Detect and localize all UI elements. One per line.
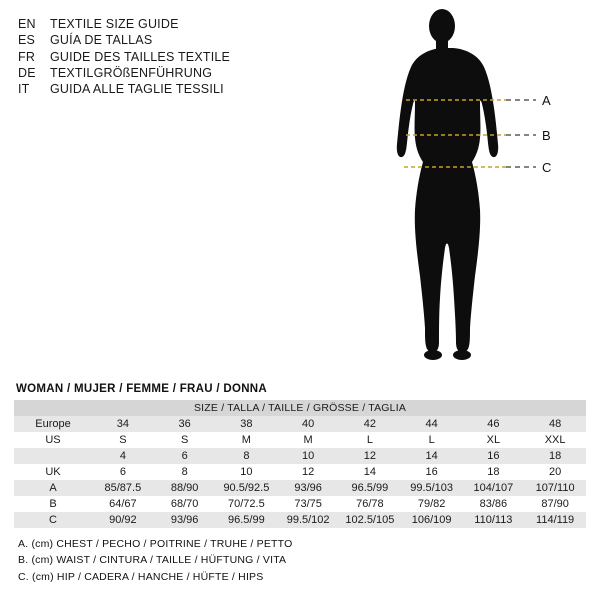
row-cell: 4 — [92, 448, 154, 464]
row-cell: 73/75 — [277, 496, 339, 512]
row-cell: 40 — [277, 416, 339, 432]
row-label: B — [14, 496, 92, 512]
row-cell: 6 — [154, 448, 216, 464]
row-cell: 8 — [154, 464, 216, 480]
row-cell: 12 — [277, 464, 339, 480]
language-title: GUIDA ALLE TAGLIE TESSILI — [50, 82, 224, 96]
row-cell: 110/113 — [463, 512, 525, 528]
language-row — [18, 81, 348, 97]
row-label — [14, 448, 92, 464]
legend-line-b: B. (cm) WAIST / CINTURA / TAILLE / HÜFTUNG / VITA — [18, 554, 287, 567]
row-cell: 99.5/102 — [277, 512, 339, 528]
row-cell: 64/67 — [92, 496, 154, 512]
row-label: A — [14, 480, 92, 496]
row-cell: 85/87.5 — [92, 480, 154, 496]
row-cell: 90/92 — [92, 512, 154, 528]
marker-label-b: B — [542, 128, 551, 143]
row-cell: 48 — [524, 416, 586, 432]
table-header-label: SIZE / TALLA / TAILLE / GRÖSSE / TAGLIA — [14, 400, 586, 416]
row-cell: 18 — [463, 464, 525, 480]
row-cell: 42 — [339, 416, 401, 432]
row-cell: 104/107 — [463, 480, 525, 496]
row-cell: 18 — [524, 448, 586, 464]
row-cell: 107/110 — [524, 480, 586, 496]
row-cell: 12 — [339, 448, 401, 464]
row-cell: S — [154, 432, 216, 448]
row-cell: 34 — [92, 416, 154, 432]
table-row — [14, 512, 586, 528]
marker-label-c: C — [542, 160, 552, 175]
language-row — [18, 16, 348, 32]
table-row — [14, 416, 586, 432]
table-row — [14, 448, 586, 464]
row-cell: 14 — [339, 464, 401, 480]
language-title: GUÍA DE TALLAS — [50, 33, 153, 48]
row-label: C — [14, 512, 92, 528]
language-row — [18, 49, 348, 65]
legend-line-a: A. (cm) CHEST / PECHO / POITRINE / TRUHE / PETTO — [18, 538, 293, 550]
row-cell: S — [92, 432, 154, 448]
row-cell: 87/90 — [524, 496, 586, 512]
row-cell: 96.5/99 — [216, 512, 278, 528]
row-cell: 102.5/105 — [339, 512, 401, 528]
row-cell: 79/82 — [401, 496, 463, 512]
language-code: EN — [18, 17, 36, 31]
row-label: Europe — [14, 416, 92, 432]
language-row — [18, 65, 348, 81]
marker-label-a: A — [542, 93, 551, 108]
row-cell: 106/109 — [401, 512, 463, 528]
female-silhouette-icon — [356, 4, 596, 384]
table-row — [14, 432, 586, 448]
legend-line-c: C. (cm) HIP / CADERA / HANCHE / HÜFTE / HIPS — [18, 570, 264, 583]
table-group-title: WOMAN / MUJER / FEMME / FRAU / DONNA — [16, 383, 268, 395]
row-cell: 83/86 — [463, 496, 525, 512]
row-cell: 88/90 — [154, 480, 216, 496]
row-cell: M — [277, 432, 339, 448]
language-title: GUIDE DES TAILLES TEXTILE — [50, 49, 231, 64]
row-cell: XXL — [524, 432, 586, 448]
row-cell: L — [339, 432, 401, 448]
row-cell: 114/119 — [524, 512, 586, 528]
table-header-row — [14, 400, 586, 416]
row-cell: 8 — [216, 448, 278, 464]
row-cell: 44 — [401, 416, 463, 432]
row-cell: 20 — [524, 464, 586, 480]
table-row — [14, 480, 586, 496]
row-cell: 93/96 — [277, 480, 339, 496]
row-cell: M — [216, 432, 278, 448]
body-figure — [356, 4, 596, 384]
row-cell: 38 — [216, 416, 278, 432]
row-cell: 16 — [463, 448, 525, 464]
row-label: UK — [14, 464, 92, 480]
language-title: TEXTILGRÖßENFÜHRUNG — [50, 65, 213, 80]
size-table — [14, 400, 586, 528]
row-cell: 99.5/103 — [401, 480, 463, 496]
row-cell: 76/78 — [339, 496, 401, 512]
measurement-legend — [14, 536, 586, 585]
language-row — [18, 32, 348, 48]
row-cell: 16 — [401, 464, 463, 480]
row-cell: 46 — [463, 416, 525, 432]
row-cell: 68/70 — [154, 496, 216, 512]
row-cell: 90.5/92.5 — [216, 480, 278, 496]
size-table-section — [14, 383, 586, 585]
row-cell: XL — [463, 432, 525, 448]
row-cell: 14 — [401, 448, 463, 464]
row-cell: 70/72.5 — [216, 496, 278, 512]
language-code: FR — [18, 49, 36, 64]
row-cell: 10 — [216, 464, 278, 480]
language-code: DE — [18, 65, 36, 80]
row-cell: 10 — [277, 448, 339, 464]
language-list — [18, 16, 348, 97]
row-cell: L — [401, 432, 463, 448]
table-row — [14, 496, 586, 512]
row-cell: 96.5/99 — [339, 480, 401, 496]
language-code: IT — [18, 82, 30, 96]
table-row — [14, 464, 586, 480]
row-cell: 36 — [154, 416, 216, 432]
row-cell: 6 — [92, 464, 154, 480]
row-cell: 93/96 — [154, 512, 216, 528]
row-label: US — [14, 432, 92, 448]
language-title: TEXTILE SIZE GUIDE — [50, 17, 179, 31]
language-code: ES — [18, 33, 36, 48]
